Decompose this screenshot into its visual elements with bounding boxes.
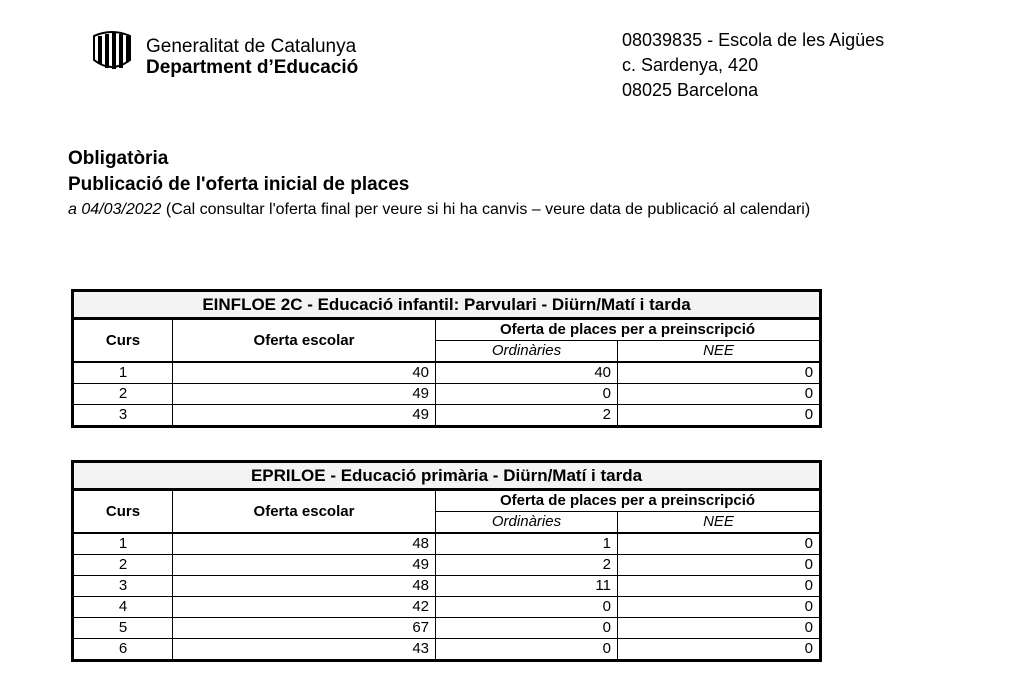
cell-curs: 1	[73, 362, 173, 384]
cell-ordinaries: 0	[436, 618, 618, 639]
col-header-oferta-places: Oferta de places per a preinscripció	[436, 490, 821, 512]
col-header-nee: NEE	[618, 341, 821, 363]
cell-oferta: 42	[173, 597, 436, 618]
cell-ordinaries: 40	[436, 362, 618, 384]
col-header-oferta-escolar: Oferta escolar	[173, 319, 436, 363]
cell-ordinaries: 11	[436, 576, 618, 597]
cell-curs: 1	[73, 533, 173, 555]
cell-curs: 5	[73, 618, 173, 639]
cell-curs: 2	[73, 555, 173, 576]
col-header-ordinaries: Ordinàries	[436, 341, 618, 363]
table-row	[73, 555, 821, 576]
table-row	[73, 639, 821, 661]
col-header-oferta-places: Oferta de places per a preinscripció	[436, 319, 821, 341]
offer-table-primaria	[71, 460, 822, 662]
publication-date: a 04/03/2022	[68, 201, 162, 218]
cell-oferta: 67	[173, 618, 436, 639]
cell-curs: 6	[73, 639, 173, 661]
generalitat-logo-icon	[90, 30, 134, 72]
page-title: Obligatòria	[68, 148, 169, 169]
school-street: c. Sardenya, 420	[622, 55, 759, 75]
col-header-curs: Curs	[73, 490, 173, 534]
cell-curs: 4	[73, 597, 173, 618]
table-title: EPRILOE - Educació primària - Diürn/Matí i tarda	[73, 462, 821, 490]
table-row	[73, 533, 821, 555]
col-header-nee: NEE	[618, 512, 821, 534]
table-row	[73, 576, 821, 597]
publication-remark: (Cal consultar l'oferta final per veure si hi ha canvis – veure data de publicació al calendari)	[161, 201, 811, 218]
cell-oferta: 49	[173, 384, 436, 405]
table-row	[73, 384, 821, 405]
cell-oferta: 40	[173, 362, 436, 384]
org-line-1: Generalitat de Catalunya	[146, 36, 357, 57]
table-row	[73, 405, 821, 427]
school-name: 08039835 - Escola de les Aigües	[622, 30, 885, 50]
publication-note	[68, 198, 810, 222]
table-row	[73, 362, 821, 384]
cell-curs: 3	[73, 405, 173, 427]
org-line-2: Department d’Educació	[146, 57, 359, 78]
col-header-oferta-escolar: Oferta escolar	[173, 490, 436, 534]
table-row	[73, 618, 821, 639]
cell-oferta: 48	[173, 576, 436, 597]
cell-nee: 0	[618, 555, 821, 576]
cell-ordinaries: 2	[436, 405, 618, 427]
cell-nee: 0	[618, 362, 821, 384]
document-heading	[68, 146, 810, 222]
col-header-ordinaries: Ordinàries	[436, 512, 618, 534]
cell-nee: 0	[618, 405, 821, 427]
cell-ordinaries: 0	[436, 639, 618, 661]
cell-oferta: 48	[173, 533, 436, 555]
cell-ordinaries: 0	[436, 597, 618, 618]
cell-nee: 0	[618, 618, 821, 639]
cell-oferta: 49	[173, 555, 436, 576]
cell-ordinaries: 0	[436, 384, 618, 405]
cell-nee: 0	[618, 576, 821, 597]
col-header-curs: Curs	[73, 319, 173, 363]
cell-ordinaries: 2	[436, 555, 618, 576]
table-title: EINFLOE 2C - Educació infantil: Parvulari - Diürn/Matí i tarda	[73, 291, 821, 319]
organization-name	[146, 36, 358, 78]
page-subtitle: Publicació de l'oferta inicial de places	[68, 174, 410, 195]
school-city: 08025 Barcelona	[622, 80, 759, 100]
school-address	[622, 28, 884, 103]
cell-oferta: 43	[173, 639, 436, 661]
cell-nee: 0	[618, 639, 821, 661]
cell-nee: 0	[618, 533, 821, 555]
cell-curs: 2	[73, 384, 173, 405]
table-row	[73, 597, 821, 618]
cell-oferta: 49	[173, 405, 436, 427]
cell-nee: 0	[618, 597, 821, 618]
cell-curs: 3	[73, 576, 173, 597]
cell-ordinaries: 1	[436, 533, 618, 555]
offer-table-infantil	[71, 289, 822, 428]
cell-nee: 0	[618, 384, 821, 405]
